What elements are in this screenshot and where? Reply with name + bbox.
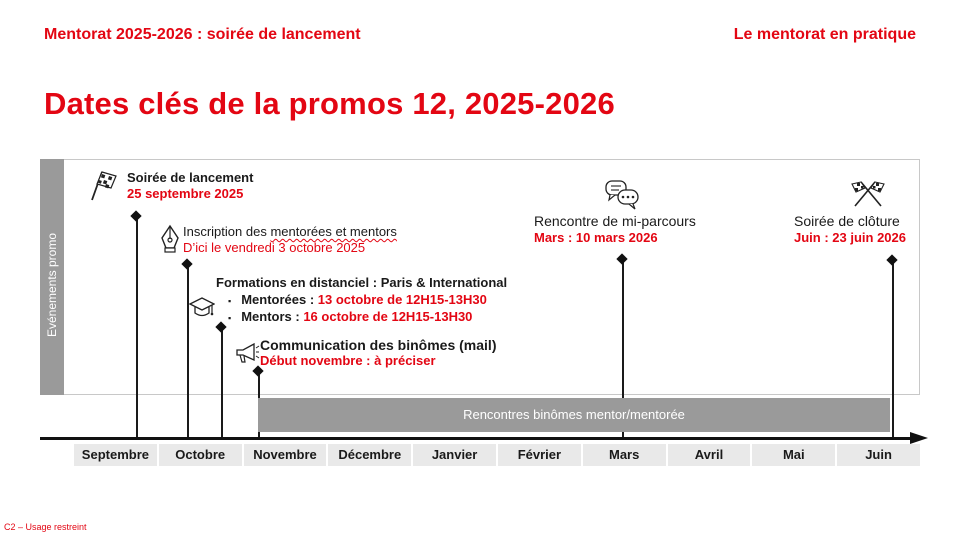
side-band-label: Evénements promo [45,232,59,338]
month-label: Juin [837,444,920,466]
midpoint-date: Mars : 10 mars 2026 [534,230,658,245]
training-title: Formations en distanciel : Paris & International [216,275,508,290]
training-item-mentors [228,309,472,326]
speech-bubbles-icon [604,178,640,210]
arrow-right-icon [910,432,928,444]
month-label: Septembre [74,444,157,466]
bullet-icon: ▪ [228,296,232,306]
header-left-title: Mentorat 2025-2026 : soirée de lancement [44,26,361,43]
month-label: Avril [668,444,751,466]
month-label: Novembre [244,444,327,466]
checkered-flag-icon [86,168,120,202]
month-label: Octobre [159,444,242,466]
training-stem [221,327,223,439]
month-label: Février [498,444,581,466]
month-label: Mai [752,444,835,466]
megaphone-icon [234,341,260,365]
training-item-date: 16 octobre de 12H15-13H30 [303,309,473,324]
bullet-icon: ▪ [228,313,232,323]
training-item-mentorees [228,292,487,309]
slide-title: Dates clés de la promos 12, 2025-2026 [44,86,615,121]
kickoff-stem [136,216,138,439]
header-right-title: Le mentorat en pratique [733,26,916,43]
month-label: Mars [583,444,666,466]
month-label: Décembre [328,444,411,466]
pairs-date: Début novembre : à préciser [260,353,436,368]
registration-title [183,224,397,240]
training-item-label: Mentorées : [241,292,318,307]
footer-classification: C2 – Usage restreint [4,522,87,532]
training-item-date: 13 octobre de 12H15-13H30 [317,292,487,307]
kickoff-date: 25 septembre 2025 [127,186,244,201]
pairs-meetings-label: Rencontres binômes mentor/mentorée [463,407,685,422]
kickoff-title: Soirée de lancement [127,170,254,185]
training-item-label: Mentors : [241,309,304,324]
closing-date: Juin : 23 juin 2026 [794,230,906,245]
crossed-flags-icon [851,178,885,208]
timeline-axis [40,437,912,440]
pairs-title: Communication des binômes (mail) [260,337,497,353]
month-label: Janvier [413,444,496,466]
registration-date: D’ici le vendredi 3 octobre 2025 [183,240,366,255]
registration-stem [187,264,189,439]
graduation-cap-icon [189,296,215,320]
pen-nib-icon [159,224,181,254]
months-row [74,444,920,466]
registration-title-underlined: mentorées et mentors [270,224,397,239]
registration-title-plain: Inscription des [183,224,271,239]
closing-title: Soirée de clôture [794,213,900,229]
midpoint-title: Rencontre de mi-parcours [534,213,696,229]
closing-stem [892,259,894,439]
